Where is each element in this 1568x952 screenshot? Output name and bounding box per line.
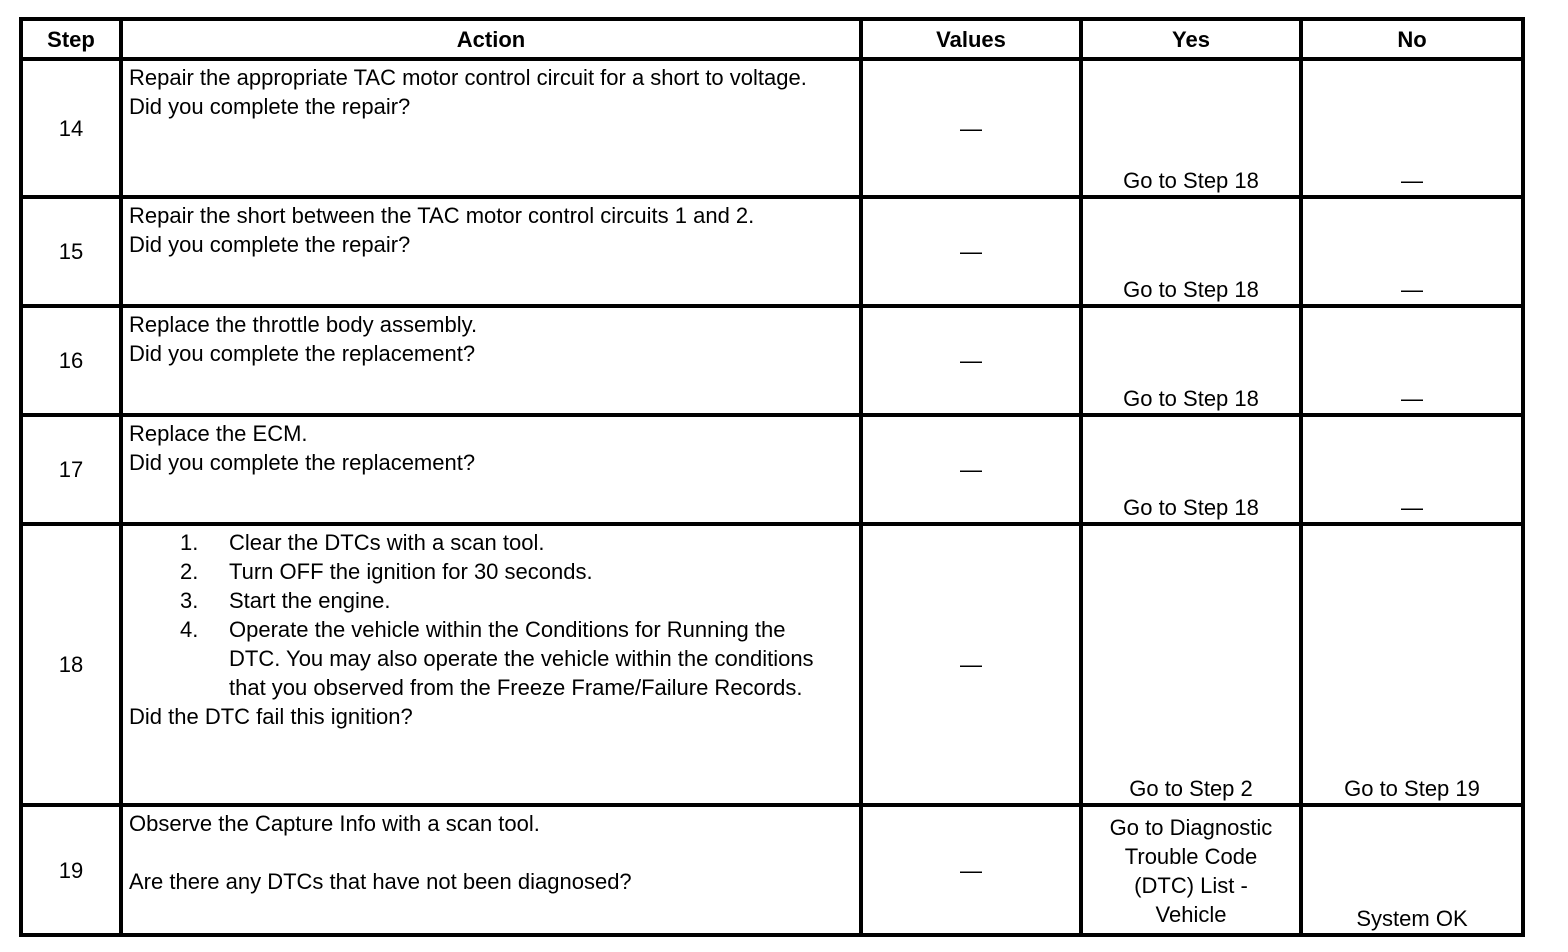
diagnostic-table <box>19 17 1525 937</box>
list-item <box>129 528 853 557</box>
no-cell: — <box>1301 197 1523 306</box>
yes-cell: Go to Step 18 <box>1081 59 1301 197</box>
action-cell <box>121 306 861 415</box>
table-row <box>21 805 1523 935</box>
action-text: Repair the short between the TAC motor control circuits 1 and 2. <box>129 203 755 228</box>
action-cell <box>121 524 861 805</box>
values-cell: — <box>861 415 1081 524</box>
yes-cell: Go to Step 2 <box>1081 524 1301 805</box>
action-question: Are there any DTCs that have not been diagnosed? <box>129 869 632 894</box>
step-number: 15 <box>21 197 121 306</box>
table-row <box>21 524 1523 805</box>
action-question: Did you complete the replacement? <box>129 341 476 366</box>
action-text: Replace the ECM. <box>129 421 308 446</box>
action-cell <box>121 805 861 935</box>
values-cell: — <box>861 59 1081 197</box>
action-text: Replace the throttle body assembly. <box>129 312 478 337</box>
header-yes: Yes <box>1081 19 1301 59</box>
list-item-number: 2. <box>180 559 199 584</box>
yes-cell: Go to Diagnostic Trouble Code (DTC) List - Vehicle <box>1081 805 1301 935</box>
action-cell <box>121 59 861 197</box>
action-question: Did you complete the repair? <box>129 94 411 119</box>
table-row <box>21 306 1523 415</box>
yes-cell: Go to Step 18 <box>1081 197 1301 306</box>
values-cell: — <box>861 306 1081 415</box>
list-item-text: Start the engine. <box>229 588 391 613</box>
table-row <box>21 59 1523 197</box>
step-number: 16 <box>21 306 121 415</box>
list-item <box>129 615 853 702</box>
action-text: Observe the Capture Info with a scan tool. <box>129 811 540 836</box>
values-cell: — <box>861 197 1081 306</box>
list-item-number: 3. <box>180 588 199 613</box>
list-item-text: Clear the DTCs with a scan tool. <box>229 530 545 555</box>
step-number: 18 <box>21 524 121 805</box>
action-cell <box>121 197 861 306</box>
step-number: 14 <box>21 59 121 197</box>
no-cell: — <box>1301 59 1523 197</box>
list-item-number: 4. <box>180 617 199 642</box>
yes-cell: Go to Step 18 <box>1081 415 1301 524</box>
step-number: 19 <box>21 805 121 935</box>
action-question: Did the DTC fail this ignition? <box>129 704 413 729</box>
no-cell: — <box>1301 415 1523 524</box>
header-no: No <box>1301 19 1523 59</box>
values-cell: — <box>861 524 1081 805</box>
table-row <box>21 197 1523 306</box>
list-item <box>129 586 853 615</box>
no-cell: Go to Step 19 <box>1301 524 1523 805</box>
header-row <box>21 19 1523 59</box>
no-cell: — <box>1301 306 1523 415</box>
list-item-number: 1. <box>180 530 199 555</box>
step-number: 17 <box>21 415 121 524</box>
table-row <box>21 415 1523 524</box>
list-item-text: Operate the vehicle within the Conditions for Running the DTC. You may also operate the vehicle within the conditions that you observed from the Freeze Frame/Failure Records. <box>229 617 814 700</box>
action-text: Repair the appropriate TAC motor control circuit for a short to voltage. <box>129 65 807 90</box>
yes-cell: Go to Step 18 <box>1081 306 1301 415</box>
action-cell <box>121 415 861 524</box>
values-cell: — <box>861 805 1081 935</box>
list-item <box>129 557 853 586</box>
header-values: Values <box>861 19 1081 59</box>
action-question: Did you complete the repair? <box>129 232 411 257</box>
header-action: Action <box>121 19 861 59</box>
action-question: Did you complete the replacement? <box>129 450 476 475</box>
no-cell: System OK <box>1301 805 1523 935</box>
header-step: Step <box>21 19 121 59</box>
procedure-list <box>129 528 853 702</box>
list-item-text: Turn OFF the ignition for 30 seconds. <box>229 559 593 584</box>
